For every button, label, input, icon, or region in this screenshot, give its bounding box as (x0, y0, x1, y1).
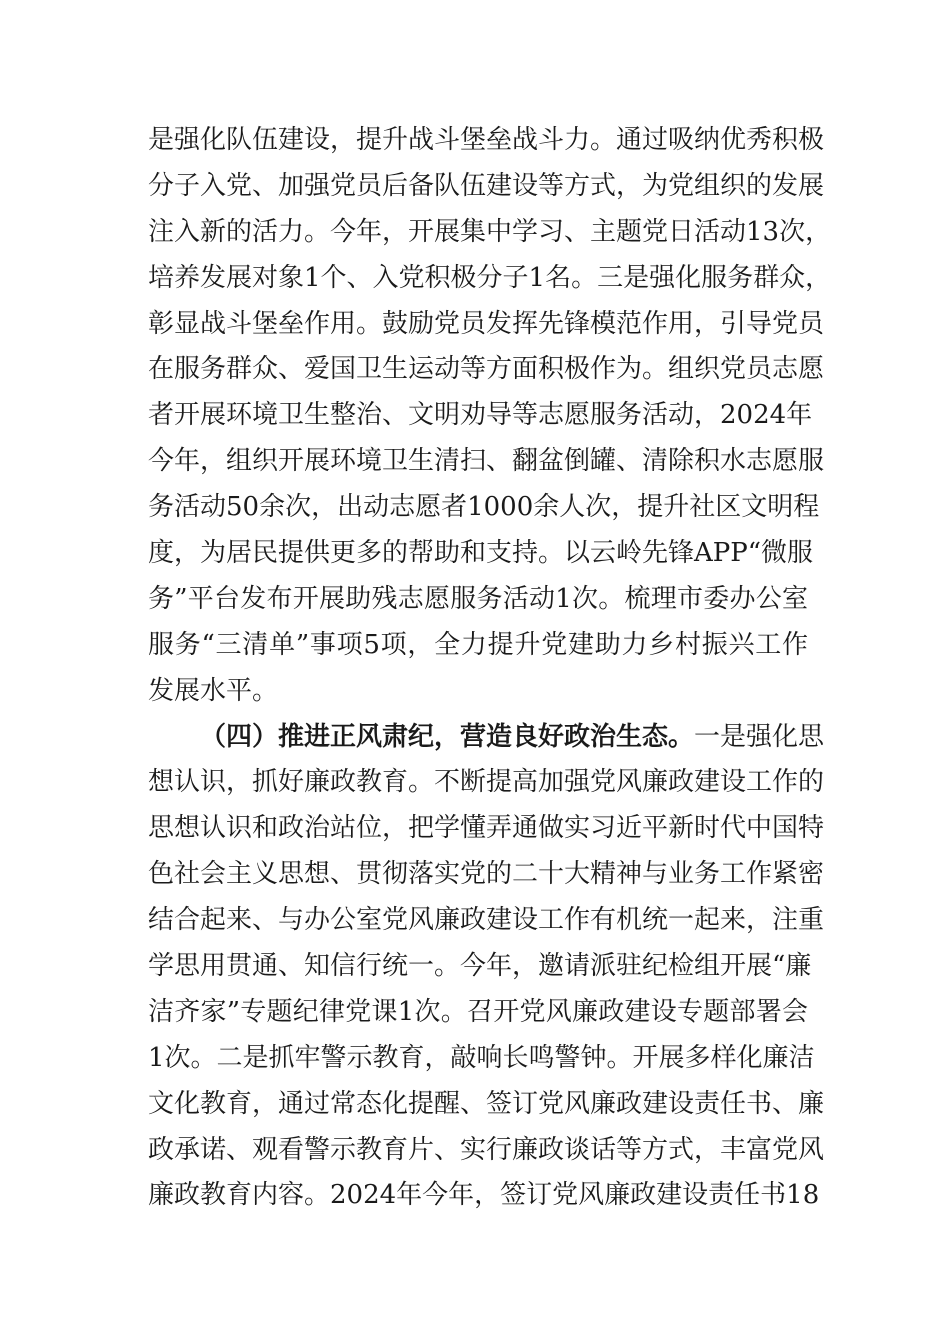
text-line: 洁齐家”专题纪律党课1次。召开党风廉政建设专题部署会 (148, 996, 808, 1027)
text-line: 者开展环境卫生整治、文明劝导等志愿服务活动，2024年 (148, 400, 813, 431)
text-line: 是强化队伍建设，提升战斗堡垒战斗力。通过吸纳优秀积极 (148, 125, 825, 155)
text-line: 学思用贯通、知信行统一。今年，邀请派驻纪检组开展“廉 (148, 951, 812, 982)
text-line: 政承诺、观看警示教育片、实行廉政谈话等方式，丰富党风 (148, 1134, 825, 1165)
text-line: 度，为居民提供更多的帮助和支持。以云岭先锋APP“微服 (148, 538, 814, 569)
text-line: 在服务群众、爱国卫生运动等方面积极作为。组织党员志愿 (148, 354, 825, 385)
text-line: 想认识，抓好廉政教育。不断提高加强党风廉政建设工作的 (148, 767, 825, 798)
text-line: 服务“三清单”事项5项，全力提升党建助力乡村振兴工作 (148, 629, 808, 660)
text-line: 廉政教育内容。2024年今年，签订党风廉政建设责任书18 (148, 1180, 820, 1211)
body-text (148, 118, 832, 1219)
text-line: 培养发展对象1个、入党积极分子1名。三是强化服务群众， (148, 262, 832, 293)
text-line (148, 715, 825, 761)
text-line: 分子入党、加强党员后备队伍建设等方式，为党组织的发展 (148, 170, 825, 201)
text-line: 发展水平。 (148, 675, 279, 706)
text-line: 今年，组织开展环境卫生清扫、翻盆倒罐、清除积水志愿服 (148, 446, 825, 477)
paragraph (148, 715, 825, 1220)
heading-line-rest: 一是强化思 (694, 721, 825, 752)
text-line: 思想认识和政治站位，把学懂弄通做实习近平新时代中国特 (148, 813, 825, 844)
paragraph (148, 118, 832, 715)
text-line: 1次。二是抓牢警示教育，敲响长鸣警钟。开展多样化廉洁 (148, 1042, 815, 1073)
text-line: 务活动50余次，出动志愿者1000余人次，提升社区文明程 (148, 492, 820, 523)
text-line: 文化教育，通过常态化提醒、签订党风廉政建设责任书、廉 (148, 1088, 825, 1119)
text-line: 彰显战斗堡垒作用。鼓励党员发挥先锋模范作用，引导党员 (148, 308, 825, 339)
text-line: 注入新的活力。今年，开展集中学习、主题党日活动13次， (148, 216, 832, 247)
text-line: 色社会主义思想、贯彻落实党的二十大精神与业务工作紧密 (148, 859, 825, 890)
text-line: 结合起来、与办公室党风廉政建设工作有机统一起来，注重 (148, 905, 825, 936)
text-line: 务”平台发布开展助残志愿服务活动1次。梳理市委办公室 (148, 583, 808, 614)
section-heading: （四）推进正风肃纪，营造良好政治生态。 (200, 721, 695, 752)
